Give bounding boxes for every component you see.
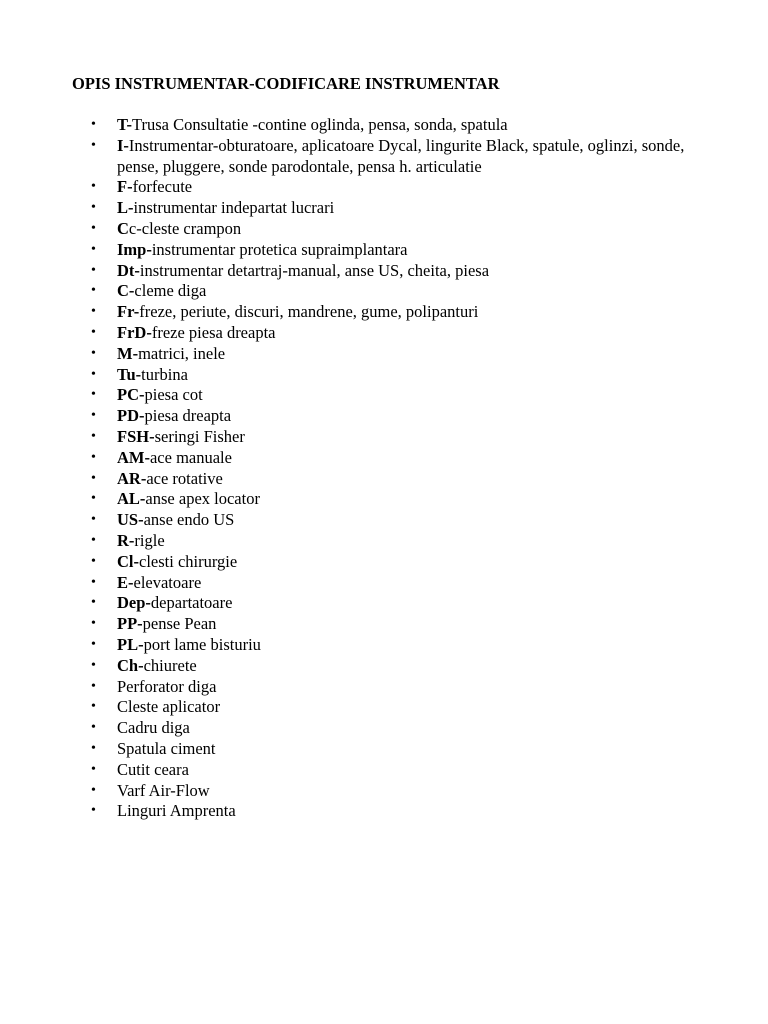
- instrument-description: instrumentar protetica supraimplantara: [151, 239, 408, 259]
- instrument-code: R-: [117, 530, 135, 550]
- list-item: [0, 406, 768, 427]
- instrument-description: instrumentar detartraj-manual, anse US, cheita, piesa: [139, 260, 490, 280]
- list-item: [0, 573, 768, 594]
- list-item: [0, 510, 768, 531]
- list-item: [0, 281, 768, 302]
- instrument-code: FSH-: [117, 426, 155, 446]
- instrument-code: F-: [117, 177, 133, 197]
- instrument-code: PP-: [117, 614, 143, 634]
- instrument-code: Ch-: [117, 655, 144, 675]
- list-item: [0, 531, 768, 552]
- instrument-description: anse endo US: [143, 510, 235, 530]
- instrument-description: instrumentar indepartat lucrari: [133, 198, 335, 218]
- bullet-icon: •: [91, 699, 96, 715]
- instrument-description: elevatoare: [133, 572, 202, 592]
- instrument-description: piesa dreapta: [144, 406, 232, 426]
- instrument-description: Cadru diga: [117, 718, 190, 738]
- instrument-description: clesti chirurgie: [139, 551, 238, 571]
- list-item: [0, 261, 768, 282]
- instrument-code: C-: [117, 281, 135, 301]
- bullet-icon: •: [91, 761, 96, 777]
- bullet-icon: •: [91, 283, 96, 299]
- list-item: [0, 718, 768, 739]
- list-item: [0, 323, 768, 344]
- list-item: [0, 219, 768, 240]
- bullet-icon: •: [91, 137, 96, 153]
- bullet-icon: •: [91, 803, 96, 819]
- list-item: [0, 677, 768, 698]
- instrument-code: FrD-: [117, 322, 152, 342]
- bullet-icon: •: [91, 491, 96, 507]
- bullet-icon: •: [91, 428, 96, 444]
- instrument-code: I-: [117, 135, 129, 155]
- instrument-description: freze piesa dreapta: [151, 322, 276, 342]
- bullet-icon: •: [91, 657, 96, 673]
- instrument-code: AR-: [117, 468, 147, 488]
- list-item: [0, 614, 768, 635]
- instrument-description: Cutit ceara: [117, 759, 189, 779]
- instrument-description: ace rotative: [146, 468, 223, 488]
- instrument-description: chiurete: [143, 655, 197, 675]
- instrument-code: L-: [117, 198, 134, 218]
- instrument-code: T-: [117, 115, 132, 134]
- instrument-description: freze, periute, discuri, mandrene, gume, polipanturi: [139, 302, 479, 322]
- instrument-description: Cleste aplicator: [117, 697, 221, 717]
- bullet-icon: •: [91, 304, 96, 320]
- list-item: [0, 781, 768, 802]
- instrument-description: cleme diga: [134, 281, 207, 301]
- bullet-icon: •: [91, 241, 96, 257]
- list-item: [0, 697, 768, 718]
- instrument-description: rigle: [134, 530, 165, 550]
- list-item: [0, 240, 768, 261]
- instrument-description: forfecute: [132, 177, 193, 197]
- list-item: [0, 344, 768, 365]
- instrument-description: matrici, inele: [138, 343, 226, 363]
- bullet-icon: •: [91, 532, 96, 548]
- list-item: [0, 552, 768, 573]
- instrument-description: Trusa Consultatie -contine oglinda, pensa, sonda, spatula: [132, 115, 508, 134]
- bullet-icon: •: [91, 553, 96, 569]
- instrument-code: C: [117, 218, 129, 238]
- instrument-code: Imp-: [117, 239, 152, 259]
- bullet-icon: •: [91, 678, 96, 694]
- bullet-icon: •: [91, 262, 96, 278]
- instrument-description: departatoare: [150, 593, 233, 613]
- instrument-description: seringi Fisher: [154, 426, 245, 446]
- list-item: [0, 427, 768, 448]
- instrument-code: Cl-: [117, 551, 139, 571]
- list-item: [0, 302, 768, 323]
- instrument-description: Spatula ciment: [117, 738, 216, 758]
- list-item: [0, 448, 768, 469]
- list-item: [0, 760, 768, 781]
- instrument-description: Linguri Amprenta: [117, 801, 236, 821]
- instrument-code: AM-: [117, 447, 150, 467]
- list-item: [0, 739, 768, 760]
- bullet-icon: •: [91, 720, 96, 736]
- bullet-icon: •: [91, 179, 96, 195]
- document-title: OPIS INSTRUMENTAR-CODIFICARE INSTRUMENTAR: [72, 74, 500, 93]
- instrument-code: Tu-: [117, 364, 142, 384]
- instrument-code: E-: [117, 572, 134, 592]
- list-item: [0, 801, 768, 822]
- list-item: [0, 177, 768, 198]
- list-item: [0, 635, 768, 656]
- instrument-description: Instrumentar-obturatoare, aplicatoare Dycal, lingurite Black, spatule, oglinzi, sonde, pense, pluggere, sonde parodontale, pensa h. articulatie: [117, 135, 685, 176]
- instrument-description: port lame bisturiu: [143, 634, 261, 654]
- bullet-icon: •: [91, 616, 96, 632]
- bullet-icon: •: [91, 220, 96, 236]
- list-item: [0, 385, 768, 406]
- instrument-code: PL-: [117, 634, 144, 654]
- bullet-icon: •: [91, 408, 96, 424]
- bullet-icon: •: [91, 470, 96, 486]
- instrument-description: pense Pean: [142, 614, 217, 634]
- instrument-code: Dt-: [117, 260, 140, 280]
- instrument-description: turbina: [141, 364, 188, 384]
- list-item: [0, 593, 768, 614]
- instrument-code: Fr-: [117, 302, 140, 322]
- bullet-icon: •: [91, 345, 96, 361]
- instrument-description: piesa cot: [144, 385, 203, 405]
- instrument-code: AL-: [117, 489, 146, 509]
- list-item: [0, 136, 768, 178]
- instrument-description: c-cleste crampon: [128, 218, 242, 238]
- instrument-code: Dep-: [117, 593, 151, 613]
- bullet-icon: •: [91, 574, 96, 590]
- list-item: [0, 115, 768, 136]
- bullet-icon: •: [91, 595, 96, 611]
- bullet-icon: •: [91, 449, 96, 465]
- bullet-icon: •: [91, 740, 96, 756]
- bullet-icon: •: [91, 366, 96, 382]
- instrument-description: Perforator diga: [117, 676, 217, 696]
- list-item: [0, 469, 768, 490]
- bullet-icon: •: [91, 387, 96, 403]
- list-item: [0, 198, 768, 219]
- bullet-icon: •: [91, 512, 96, 528]
- instrument-code: PD-: [117, 406, 145, 426]
- list-item: [0, 656, 768, 677]
- instrument-description: anse apex locator: [145, 489, 260, 509]
- instrument-description: Varf Air-Flow: [117, 780, 210, 800]
- instrument-list: [0, 115, 768, 822]
- instrument-code: US-: [117, 510, 144, 530]
- list-item: [0, 365, 768, 386]
- bullet-icon: •: [91, 200, 96, 216]
- bullet-icon: •: [91, 782, 96, 798]
- bullet-icon: •: [91, 636, 96, 652]
- instrument-code: M-: [117, 343, 139, 363]
- instrument-description: ace manuale: [149, 447, 232, 467]
- bullet-icon: •: [91, 324, 96, 340]
- bullet-icon: •: [91, 117, 96, 132]
- instrument-code: PC-: [117, 385, 145, 405]
- list-item: [0, 489, 768, 510]
